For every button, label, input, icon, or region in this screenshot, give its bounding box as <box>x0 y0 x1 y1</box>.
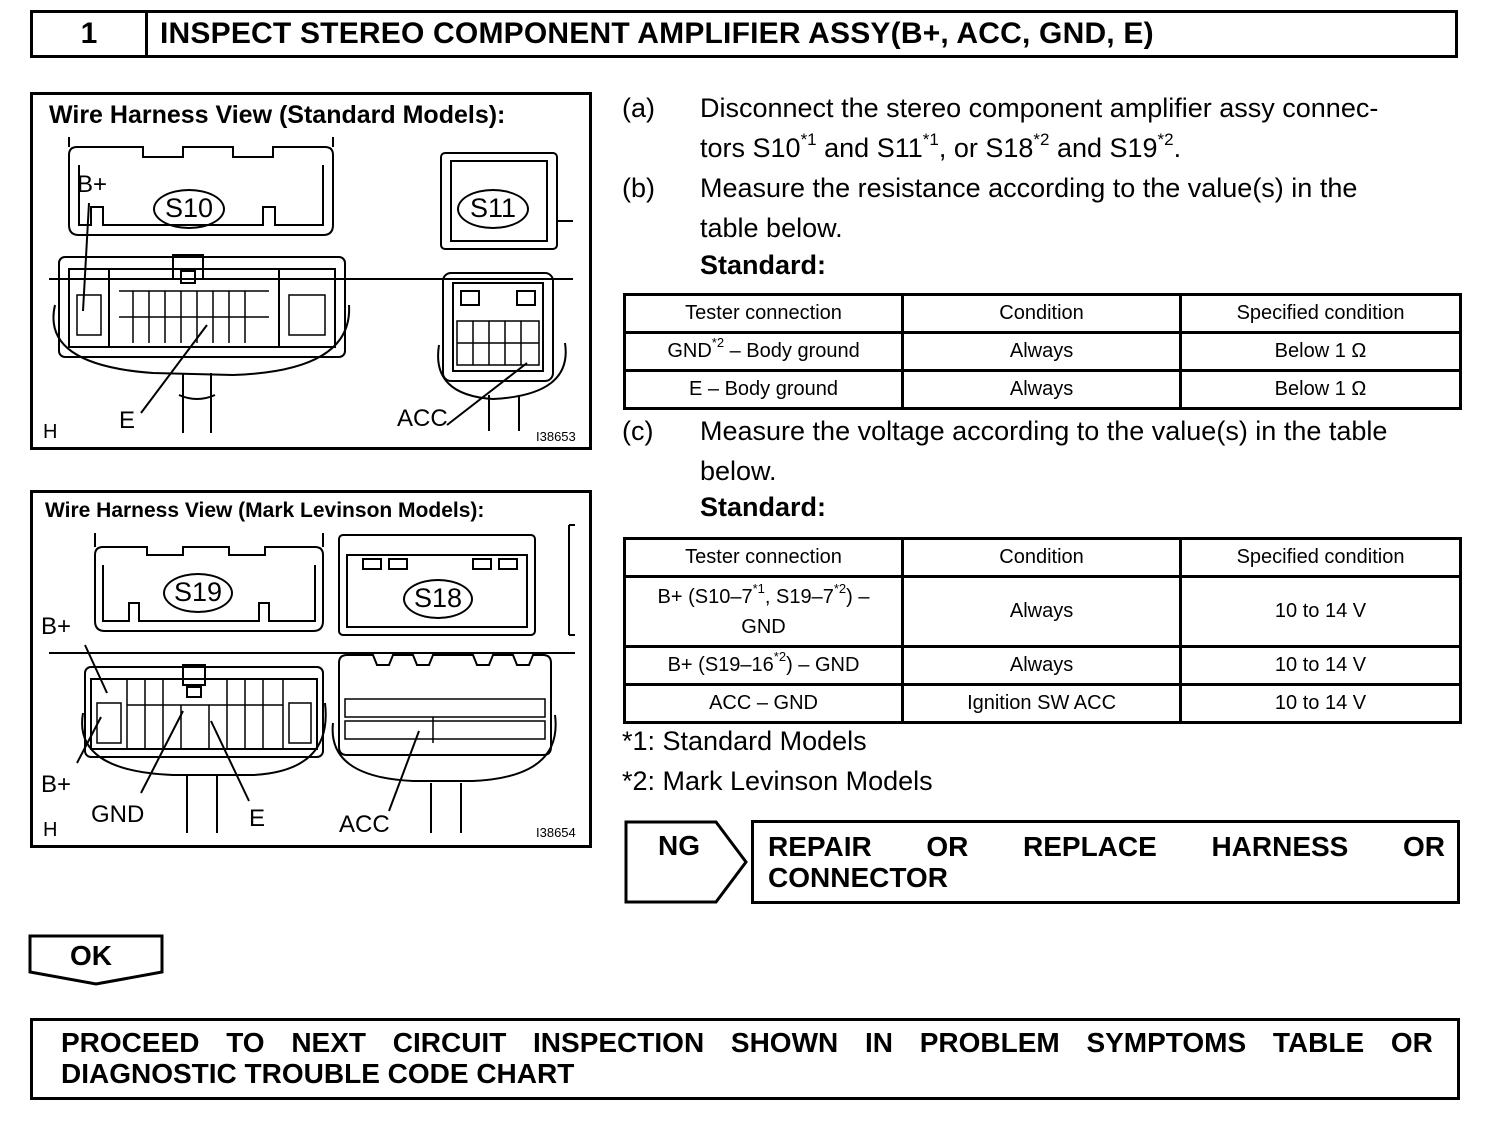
table-cell-spec: 10 to 14 V <box>1181 647 1461 685</box>
table-cell-condition: Always <box>903 371 1181 409</box>
table-cell-spec: Below 1 Ω <box>1181 371 1461 409</box>
step-a-line2: tors S10$^{*1}$ and S11$^{*1}$, or S18$^{*2}$ and S19$^{*2}$. <box>700 130 1182 163</box>
step-b-line2: table below. <box>700 213 843 243</box>
mark-levinson-connector-drawing <box>33 493 589 845</box>
gnd-label: GND <box>91 801 145 828</box>
table-header: Condition <box>903 295 1181 333</box>
table-header: Tester connection <box>625 539 903 577</box>
table-row <box>625 333 1461 371</box>
table-cell-condition: Ignition SW ACC <box>903 685 1181 723</box>
table-row <box>625 371 1461 409</box>
step-a-text <box>700 88 1462 168</box>
table-header: Tester connection <box>625 295 903 333</box>
step-c-key: (c) <box>622 416 654 446</box>
table-header: Condition <box>903 539 1181 577</box>
table-cell-tester: GND$^{*2}$ – Body ground <box>625 333 903 371</box>
figure-code: I38653 <box>536 429 576 444</box>
table-row <box>625 577 1461 647</box>
footnote-2: *2: Mark Levinson Models <box>622 766 933 796</box>
table-cell-tester: E – Body ground <box>625 371 903 409</box>
corner-mark: H <box>43 421 58 443</box>
e-label: E <box>249 805 266 832</box>
step-b <box>622 168 1462 248</box>
table-cell-tester: $B+ (S10-7^{*1}$, S19–7$^{*2}$) – GND <box>625 577 903 647</box>
ok-label: OK <box>70 940 112 971</box>
step-b-line1: Measure the resistance according to the value(s) in the <box>700 173 1358 203</box>
acc-label: ACC <box>339 811 390 838</box>
step-a <box>622 88 1462 168</box>
table-cell-tester: $B+ (S19-16^{*2})$ – GND <box>625 647 903 685</box>
standard-label-voltage: Standard: <box>700 492 827 522</box>
step-number: 1 <box>33 13 148 55</box>
bplus-top-label: B+ <box>41 613 72 640</box>
standard-connector-drawing <box>33 95 589 447</box>
table-cell-spec: 10 to 14 V <box>1181 577 1461 647</box>
step-header <box>30 10 1458 58</box>
table-header: Specified condition <box>1181 295 1461 333</box>
ng-action-line2: CONNECTOR <box>768 862 948 893</box>
voltage-table <box>623 537 1462 724</box>
step-b-key: (b) <box>622 173 655 203</box>
connector-s18-label: S18 <box>403 579 473 619</box>
ng-label: NG <box>658 830 700 861</box>
e-label: E <box>119 407 136 434</box>
connector-s10-label: S10 <box>153 189 225 229</box>
figure-title: Wire Harness View (Standard Models): <box>49 101 506 129</box>
step-c <box>622 411 1462 491</box>
wire-harness-figure-mark-levinson <box>30 490 592 848</box>
ok-arrow <box>28 934 166 988</box>
acc-label: ACC <box>397 405 448 432</box>
standard-label-resistance: Standard: <box>700 250 827 280</box>
footnote-1: *1: Standard Models <box>622 726 867 756</box>
table-cell-condition: Always <box>903 577 1181 647</box>
figure-code: I38654 <box>536 825 576 840</box>
table-header-row <box>625 539 1461 577</box>
table-cell-condition: Always <box>903 647 1181 685</box>
connector-s19-label: S19 <box>163 573 233 613</box>
table-cell-tester: ACC – GND <box>625 685 903 723</box>
bplus-bottom-label: B+ <box>41 771 72 798</box>
corner-mark: H <box>43 819 58 841</box>
table-header: Specified condition <box>1181 539 1461 577</box>
ng-arrow <box>624 820 750 904</box>
table-cell-condition: Always <box>903 333 1181 371</box>
next-step-line2: DIAGNOSTIC TROUBLE CODE CHART <box>61 1058 575 1089</box>
table-header-row <box>625 295 1461 333</box>
ng-action-line1: REPAIR OR REPLACE HARNESS OR <box>768 831 1445 862</box>
step-a-key: (a) <box>622 93 655 123</box>
next-step-box <box>30 1018 1460 1100</box>
step-title: INSPECT STEREO COMPONENT AMPLIFIER ASSY(B+, ACC, GND, E) <box>160 17 1154 50</box>
step-c-line2: below. <box>700 456 777 486</box>
figure-title: Wire Harness View (Mark Levinson Models): <box>45 499 485 522</box>
wire-harness-figure-standard <box>30 92 592 450</box>
step-c-line1: Measure the voltage according to the value(s) in the table <box>700 416 1388 446</box>
table-cell-spec: Below 1 Ω <box>1181 333 1461 371</box>
step-a-line1: Disconnect the stereo component amplifier assy connec- <box>700 93 1379 123</box>
ng-action-box <box>751 820 1460 904</box>
resistance-table <box>623 293 1462 410</box>
table-row <box>625 647 1461 685</box>
next-step-line1: PROCEED TO NEXT CIRCUIT INSPECTION SHOWN IN PROBLEM SYMPTOMS TABLE OR <box>61 1027 1433 1058</box>
table-cell-spec: 10 to 14 V <box>1181 685 1461 723</box>
bplus-label: B+ <box>77 171 108 198</box>
connector-s11-label: S11 <box>457 189 529 229</box>
table-row <box>625 685 1461 723</box>
